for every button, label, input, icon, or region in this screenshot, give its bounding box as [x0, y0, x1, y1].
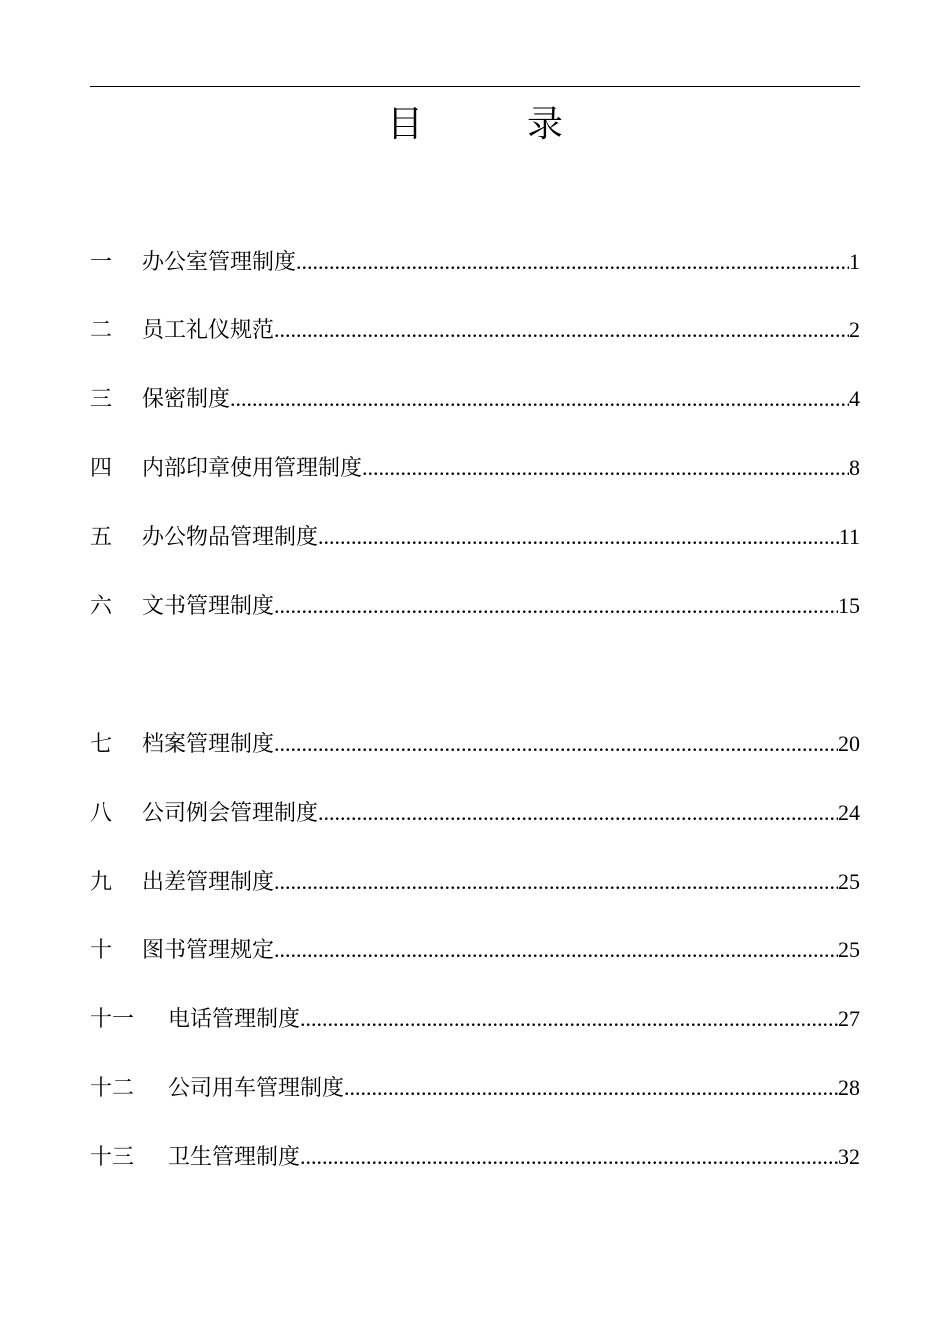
toc-entry[interactable]	[90, 313, 860, 347]
toc-entry-page: 32	[838, 1144, 860, 1169]
toc-entry[interactable]	[90, 245, 860, 279]
toc-entry-page: 20	[838, 731, 860, 756]
toc-entry-number: 十二	[90, 1076, 135, 1101]
toc-entry-number: 十	[90, 938, 113, 963]
toc-entry-title: 内部印章使用管理制度	[142, 456, 363, 481]
toc-entry[interactable]	[90, 589, 860, 623]
toc-entry-page: 2	[849, 317, 860, 342]
toc-entry-page: 24	[838, 800, 860, 825]
toc-entry-title: 员工礼仪规范	[142, 318, 275, 343]
toc-dot-leader	[274, 313, 849, 347]
toc-entry-number: 一	[90, 250, 113, 275]
toc-dot-leader	[274, 933, 838, 967]
toc-dot-leader	[318, 796, 838, 830]
toc-entry-number: 三	[90, 387, 113, 412]
toc-dot-leader	[300, 1140, 838, 1174]
toc-entry-title: 电话管理制度	[168, 1007, 301, 1032]
toc-entry[interactable]	[90, 933, 860, 967]
toc-entry-number: 七	[90, 732, 113, 757]
toc-entry-number: 四	[90, 456, 113, 481]
toc-entry[interactable]	[90, 1002, 860, 1036]
toc-entry-title: 公司例会管理制度	[142, 801, 319, 826]
header-rule	[90, 86, 860, 87]
toc-entry[interactable]	[90, 1071, 860, 1105]
title-char-2: 录	[527, 104, 564, 145]
toc-entry[interactable]	[90, 382, 860, 416]
toc-entry-number: 五	[90, 525, 113, 550]
toc-dot-leader	[274, 727, 838, 761]
toc-entry[interactable]	[90, 796, 860, 830]
toc-entry-title: 保密制度	[142, 387, 231, 412]
toc-entry-number: 八	[90, 801, 113, 826]
toc-dot-leader	[344, 1071, 838, 1105]
title-char-1: 目	[386, 104, 423, 145]
toc-entry[interactable]	[90, 520, 860, 554]
toc-entry-page: 27	[838, 1006, 860, 1031]
toc-entry-page: 15	[838, 593, 860, 618]
toc-entry-title: 出差管理制度	[142, 870, 275, 895]
toc-entry-page: 25	[838, 937, 860, 962]
toc-dot-leader	[274, 589, 838, 623]
toc-entry-title: 办公室管理制度	[142, 250, 297, 275]
toc-dot-leader	[362, 451, 849, 485]
toc-entry-title: 卫生管理制度	[168, 1145, 301, 1170]
toc-entry-title: 档案管理制度	[142, 732, 275, 757]
toc-dot-leader	[296, 245, 849, 279]
toc-entry-page: 11	[838, 524, 860, 549]
toc-entry-number: 二	[90, 318, 113, 343]
toc-dot-leader	[274, 865, 838, 899]
toc-entry-number: 六	[90, 594, 113, 619]
toc-entry-title: 公司用车管理制度	[168, 1076, 345, 1101]
toc-dot-leader	[300, 1002, 838, 1036]
toc-entry-page: 25	[838, 869, 860, 894]
toc-entry-page: 1	[849, 249, 860, 274]
toc-dot-leader	[318, 520, 839, 554]
toc-entry-title: 文书管理制度	[142, 594, 275, 619]
toc-entry-number: 九	[90, 870, 113, 895]
toc-entry-page: 8	[849, 455, 860, 480]
toc-entry[interactable]	[90, 451, 860, 485]
toc-entry[interactable]	[90, 865, 860, 899]
toc-entry-number: 十三	[90, 1145, 135, 1170]
toc-title	[0, 100, 950, 150]
toc-entry-page: 28	[838, 1075, 860, 1100]
toc-entry-page: 4	[849, 386, 860, 411]
toc-entry[interactable]	[90, 1140, 860, 1174]
toc-dot-leader	[230, 382, 849, 416]
toc-entry-title: 图书管理规定	[142, 938, 275, 963]
toc-entry-title: 办公物品管理制度	[142, 525, 319, 550]
toc-entry-number: 十一	[90, 1007, 135, 1032]
toc-entry[interactable]	[90, 727, 860, 761]
